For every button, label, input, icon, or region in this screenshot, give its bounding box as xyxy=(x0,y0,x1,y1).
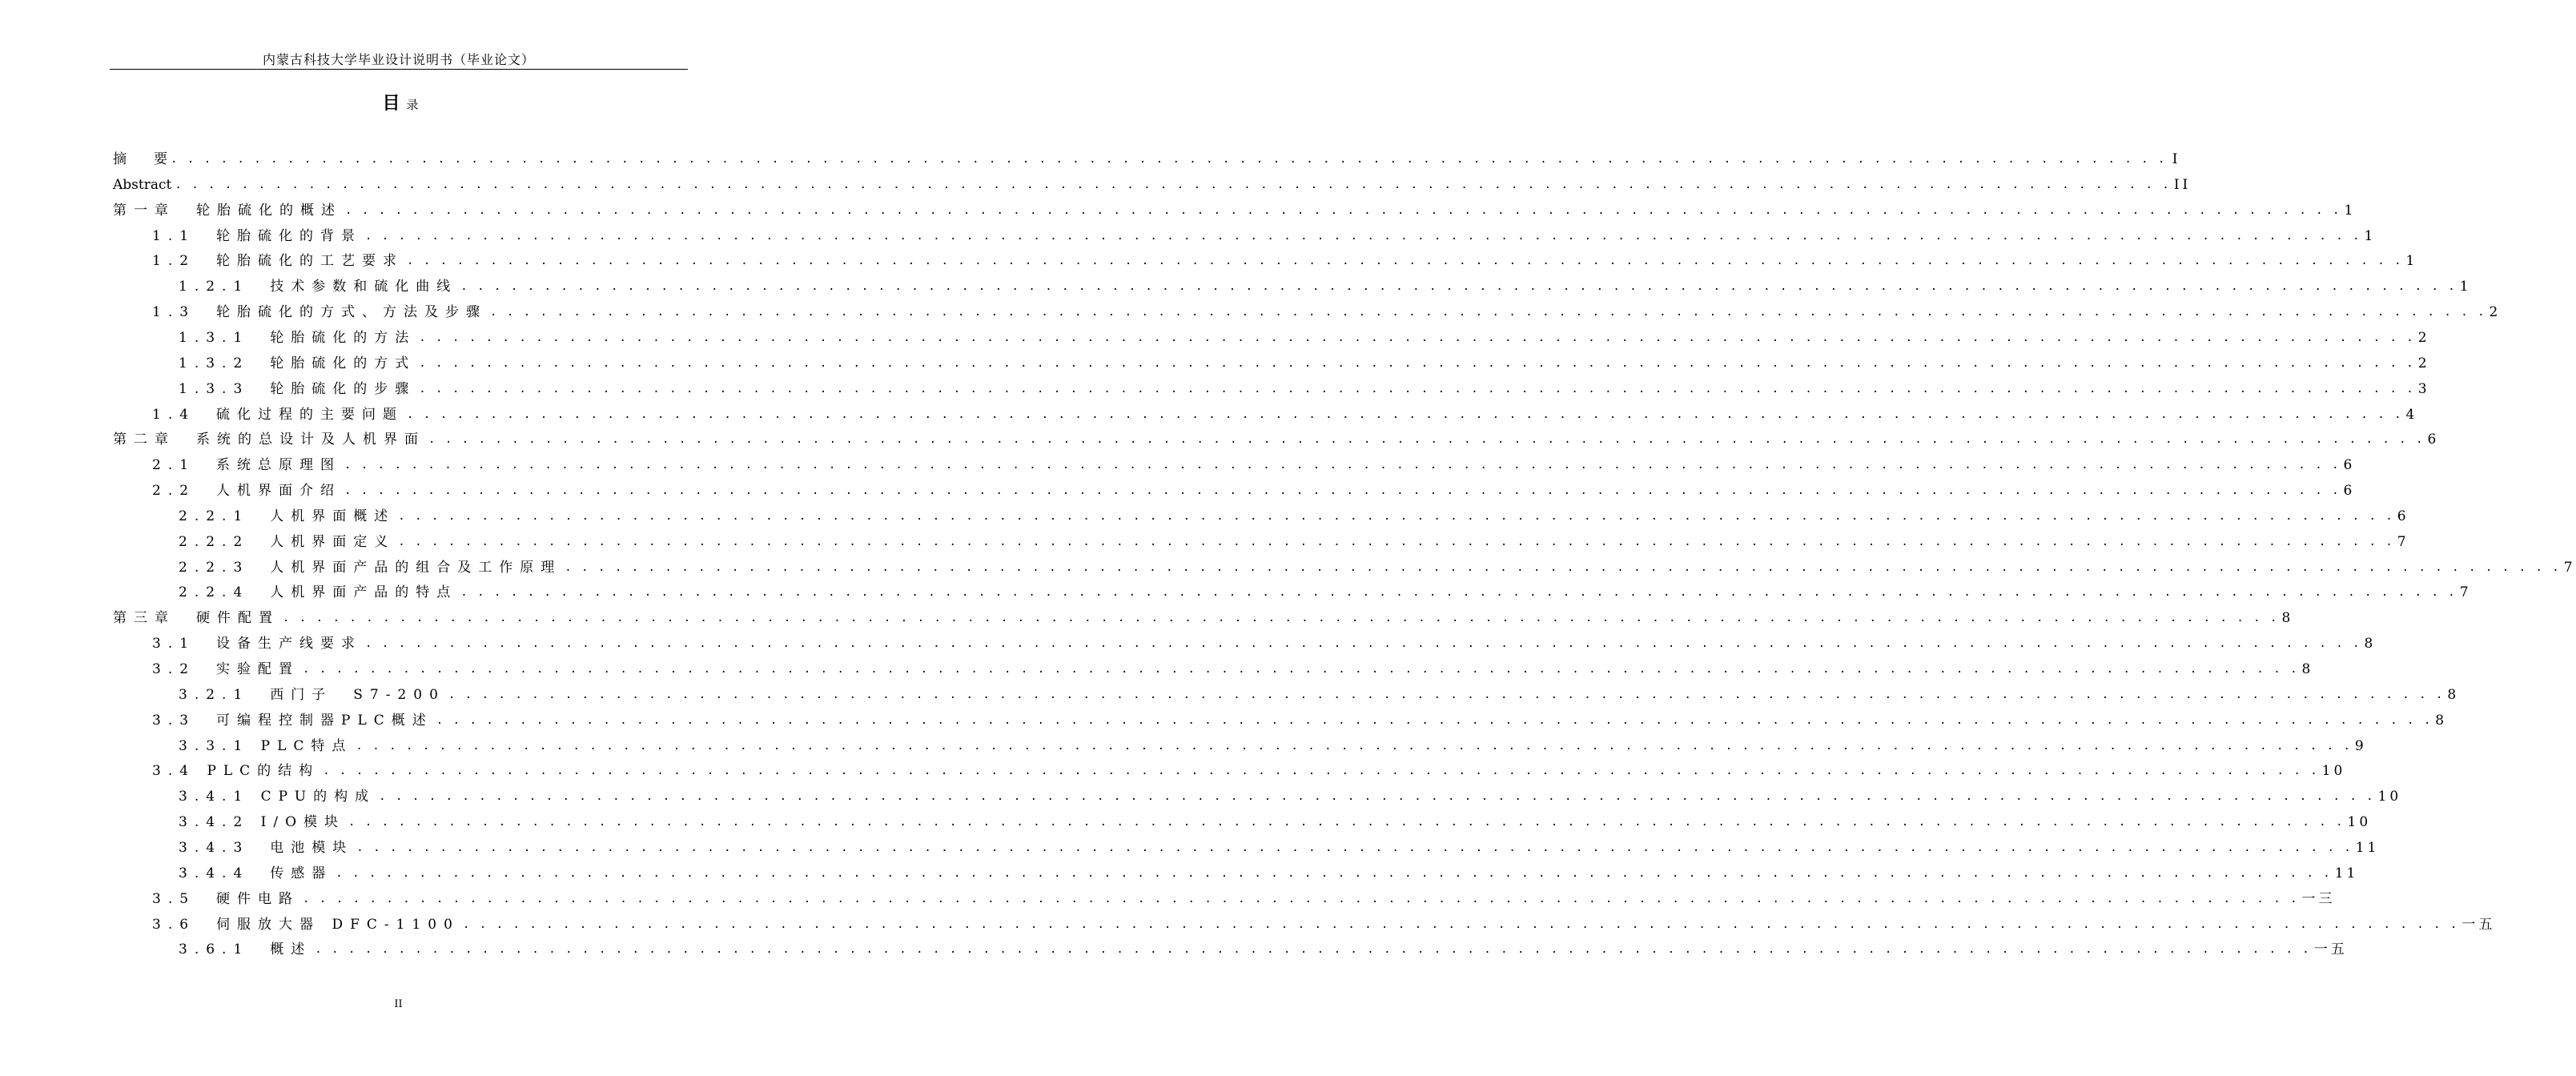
toc-entry-label: 3.4.4 传感器 xyxy=(179,865,333,881)
toc-entry-leader-dots: . . . . . . . . . . . . . . . . . . . . . . . . . . . . . . . . . . . . . . . . . . . . . . . . . . . . . . . . . . . . . . . . . . . . . . . . . . . . . . . . . . . . . . . . . . . . . . . . . . . . . . . . . . . . . . . . . . . . . . . . xyxy=(460,280,2457,294)
toc-entry-label: 2.2.2 人机界面定义 xyxy=(179,533,396,550)
toc-entry-leader-dots: . . . . . . . . . . . . . . . . . . . . . . . . . . . . . . . . . . . . . . . . . . . . . . . . . . . . . . . . . . . . . . . . . . . . . . . . . . . . . . . . . . . . . . . . . . . . . . . . . . . . . . . . . . . . . . . . . . . . . . . . xyxy=(303,892,2299,905)
toc-entry[interactable] xyxy=(152,299,2502,325)
toc-entry-page: 8 xyxy=(2364,636,2377,652)
toc-entry-label: 1.2.1 技术参数和硫化曲线 xyxy=(179,279,458,295)
toc-entry-label: 1.4 硫化过程的主要问题 xyxy=(152,406,404,423)
toc-entry[interactable] xyxy=(179,274,2472,299)
toc-entry-leader-dots: . . . . . . . . . . . . . . . . . . . . . . . . . . . . . . . . . . . . . . . . . . . . . . . . . . . . . . . . . . . . . . . . . . . . . . . . . . . . . . . . . . . . . . . . . . . . . . . . . . . . . . . . . . . . . . . . . . . . . . . . xyxy=(171,153,2167,166)
toc-entry[interactable] xyxy=(179,682,2460,708)
toc-entry[interactable] xyxy=(152,656,2314,682)
toc-entry-leader-dots: . . . . . . . . . . . . . . . . . . . . . . . . . . . . . . . . . . . . . . . . . . . . . . . . . . . . . . . . . . . . . . . . . . . . . . . . . . . . . . . . . . . . . . . . . . . . . . . . . . . . . . . . . . . . . . . . . . . . . . . . xyxy=(344,484,2341,498)
toc-entry-page: 6 xyxy=(2427,432,2440,448)
toc-entry[interactable] xyxy=(113,172,2192,198)
toc-entry[interactable] xyxy=(179,733,2367,759)
toc-entry-page: 6 xyxy=(2397,508,2409,524)
toc-entry-page: 11 xyxy=(2334,865,2359,881)
toc-entry-label: 3.2 实验配置 xyxy=(152,661,300,677)
toc-entry-page: I xyxy=(2172,151,2181,167)
toc-entry-label: 3.2.1 西门子 S7-200 xyxy=(179,686,445,703)
toc-entry-page: 10 xyxy=(2377,789,2402,805)
toc-entry[interactable] xyxy=(179,580,2472,605)
toc-entry[interactable] xyxy=(179,809,2372,835)
toc-entry-page: 一五 xyxy=(2313,942,2348,958)
toc-entry-label: 摘 要 xyxy=(113,151,167,167)
toc-entry-page: 1 xyxy=(2459,279,2472,295)
toc-entry-label: 2.1 系统总原理图 xyxy=(152,457,342,474)
toc-entry-page: 一三 xyxy=(2301,890,2336,907)
toc-entry-label: 2.2.1 人机界面概述 xyxy=(179,508,396,524)
toc-entry-leader-dots: . . . . . . . . . . . . . . . . . . . . . . . . . . . . . . . . . . . . . . . . . . . . . . . . . . . . . . . . . . . . . . . . . . . . . . . . . . . . . . . . . . . . . . . . . . . . . . . . . . . . . . . . . . . . . . . . . . . . . . . . xyxy=(419,382,2415,395)
toc-entry-leader-dots: . . . . . . . . . . . . . . . . . . . . . . . . . . . . . . . . . . . . . . . . . . . . . . . . . . . . . . . . . . . . . . . . . . . . . . . . . . . . . . . . . . . . . . . . . . . . . . . . . . . . . . . . . . . . . . . . . . . . . . . . xyxy=(379,790,2375,804)
toc-entry-page: II xyxy=(2173,176,2192,193)
toc-entry[interactable] xyxy=(179,325,2430,351)
toc-entry-page: 4 xyxy=(2405,406,2418,423)
toc-entry-leader-dots: . . . . . . . . . . . . . . . . . . . . . . . . . . . . . . . . . . . . . . . . . . . . . . . . . . . . . . . . . . . . . . . . . . . . . . . . . . . . . . . . . . . . . . . . . . . . . . . . . . . . . . . . . . . . . . . . . . . . . . . . xyxy=(348,816,2345,829)
toc-entry-label: 3.1 设备生产线要求 xyxy=(152,636,363,652)
toc-entry-leader-dots: . . . . . . . . . . . . . . . . . . . . . . . . . . . . . . . . . . . . . . . . . . . . . . . . . . . . . . . . . . . . . . . . . . . . . . . . . . . . . . . . . . . . . . . . . . . . . . . . . . . . . . . . . . . . . . . . . . . . . . . . xyxy=(344,459,2341,472)
toc-entry[interactable] xyxy=(152,631,2377,656)
toc-entry-label: 1.1 轮胎硫化的背景 xyxy=(152,227,363,244)
toc-entry-leader-dots: . . . . . . . . . . . . . . . . . . . . . . . . . . . . . . . . . . . . . . . . . . . . . . . . . . . . . . . . . . . . . . . . . . . . . . . . . . . . . . . . . . . . . . . . . . . . . . . . . . . . . . . . . . . . . . . . . . . . . . . . xyxy=(303,663,2299,676)
toc-entry-leader-dots: . . . . . . . . . . . . . . . . . . . . . . . . . . . . . . . . . . . . . . . . . . . . . . . . . . . . . . . . . . . . . . . . . . . . . . . . . . . . . . . . . . . . . . . . . . . . . . . . . . . . . . . . . . . . . . . . . . . . . . . . xyxy=(407,408,2403,421)
toc-entry-label: 1.3.3 轮胎硫化的步骤 xyxy=(179,380,416,397)
toc-entry-label: 1.3 轮胎硫化的方式、方法及步骤 xyxy=(152,304,488,321)
toc-entry-label: 1.2 轮胎硫化的工艺要求 xyxy=(152,253,404,270)
toc-entry[interactable] xyxy=(113,605,2294,631)
toc-entry-leader-dots: . . . . . . . . . . . . . . . . . . . . . . . . . . . . . . . . . . . . . . . . . . . . . . . . . . . . . . . . . . . . . . . . . . . . . . . . . . . . . . . . . . . . . . . . . . . . . . . . . . . . . . . . . . . . . . . . . . . . . . . . xyxy=(345,203,2341,217)
toc-entry-label: 3.4.2 I/O模块 xyxy=(179,814,346,831)
toc-entry-label: 2.2.4 人机界面产品的特点 xyxy=(179,584,458,601)
toc-entry-leader-dots: . . . . . . . . . . . . . . . . . . . . . . . . . . . . . . . . . . . . . . . . . . . . . . . . . . . . . . . . . . . . . . . . . . . . . . . . . . . . . . . . . . . . . . . . . . . . . . . . . . . . . . . . . . . . . . . . . . . . . . . . xyxy=(428,433,2425,447)
toc-entry[interactable] xyxy=(152,708,2448,733)
toc-entry-page: 7 xyxy=(2397,533,2409,550)
toc-entry-page: 11 xyxy=(2355,839,2380,856)
toc-entry-leader-dots: . . . . . . . . . . . . . . . . . . . . . . . . . . . . . . . . . . . . . . . . . . . . . . . . . . . . . . . . . . . . . . . . . . . . . . . . . . . . . . . . . . . . . . . . . . . . . . . . . . . . . . . . . . . . . . . . . . . . . . . . xyxy=(462,917,2459,931)
toc-entry-label: 第一章 轮胎硫化的概述 xyxy=(113,202,342,219)
toc-entry-leader-dots: . . . . . . . . . . . . . . . . . . . . . . . . . . . . . . . . . . . . . . . . . . . . . . . . . . . . . . . . . . . . . . . . . . . . . . . . . . . . . . . . . . . . . . . . . . . . . . . . . . . . . . . . . . . . . . . . . . . . . . . . xyxy=(436,713,2433,727)
toc-entry[interactable] xyxy=(113,427,2440,452)
toc-entry-leader-dots: . . . . . . . . . . . . . . . . . . . . . . . . . . . . . . . . . . . . . . . . . . . . . . . . . . . . . . . . . . . . . . . . . . . . . . . . . . . . . . . . . . . . . . . . . . . . . . . . . . . . . . . . . . . . . . . . . . . . . . . . xyxy=(323,765,2319,778)
toc-entry[interactable] xyxy=(152,402,2418,428)
toc-entry-leader-dots: . . . . . . . . . . . . . . . . . . . . . . . . . . . . . . . . . . . . . . . . . . . . . . . . . . . . . . . . . . . . . . . . . . . . . . . . . . . . . . . . . . . . . . . . . . . . . . . . . . . . . . . . . . . . . . . . . . . . . . . . xyxy=(398,535,2394,548)
toc-entry[interactable] xyxy=(179,937,2348,962)
toc-entry-label: 第三章 硬件配置 xyxy=(113,610,279,627)
toc-entry-page: 8 xyxy=(2281,610,2294,627)
toc-entry-leader-dots: . . . . . . . . . . . . . . . . . . . . . . . . . . . . . . . . . . . . . . . . . . . . . . . . . . . . . . . . . . . . . . . . . . . . . . . . . . . . . . . . . . . . . . . . . . . . . . . . . . . . . . . . . . . . . . . . . . . . . . . . xyxy=(315,943,2311,957)
toc-entry[interactable] xyxy=(152,912,2496,937)
toc-entry-label: 3.6 伺服放大器 DFC-1100 xyxy=(152,916,460,933)
toc-entry-page: 2 xyxy=(2417,329,2430,346)
toc-entry-leader-dots: . . . . . . . . . . . . . . . . . . . . . . . . . . . . . . . . . . . . . . . . . . . . . . . . . . . . . . . . . . . . . . . . . . . . . . . . . . . . . . . . . . . . . . . . . . . . . . . . . . . . . . . . . . . . . . . . . . . . . . . . xyxy=(356,739,2352,753)
toc-entry-page: 2 xyxy=(2489,304,2502,321)
toc-entry[interactable] xyxy=(152,452,2356,478)
toc-entry-label: 2.2 人机界面介绍 xyxy=(152,483,342,500)
toc-entry-leader-dots: . . . . . . . . . . . . . . . . . . . . . . . . . . . . . . . . . . . . . . . . . . . . . . . . . . . . . . . . . . . . . . . . . . . . . . . . . . . . . . . . . . . . . . . . . . . . . . . . . . . . . . . . . . . . . . . . . . . . . . . . xyxy=(490,306,2486,319)
toc-entry-leader-dots: . . . . . . . . . . . . . . . . . . . . . . . . . . . . . . . . . . . . . . . . . . . . . . . . . . . . . . . . . . . . . . . . . . . . . . . . . . . . . . . . . . . . . . . . . . . . . . . . . . . . . . . . . . . . . . . . . . . . . . . . xyxy=(365,637,2361,651)
toc-entry[interactable] xyxy=(179,376,2430,402)
toc-entry-leader-dots: . . . . . . . . . . . . . . . . . . . . . . . . . . . . . . . . . . . . . . . . . . . . . . . . . . . . . . . . . . . . . . . . . . . . . . . . . . . . . . . . . . . . . . . . . . . . . . . . . . . . . . . . . . . . . . . . . . . . . . . . xyxy=(407,255,2403,268)
toc-entry[interactable] xyxy=(113,147,2181,172)
toc-entry-leader-dots: . . . . . . . . . . . . . . . . . . . . . . . . . . . . . . . . . . . . . . . . . . . . . . . . . . . . . . . . . . . . . . . . . . . . . . . . . . . . . . . . . . . . . . . . . . . . . . . . . . . . . . . . . . . . . . . . . . . . . . . . xyxy=(398,509,2394,523)
toc-entry-page: 7 xyxy=(2563,559,2576,576)
toc-entry-label: 3.4.1 CPU的构成 xyxy=(179,789,376,805)
toc-entry-page: 10 xyxy=(2347,814,2372,831)
toc-entry[interactable] xyxy=(179,504,2409,529)
toc-entry-page: 6 xyxy=(2343,457,2356,474)
toc-entry-page: 7 xyxy=(2459,584,2472,601)
toc-entry-page: 8 xyxy=(2301,661,2314,677)
toc-entry-page: 一五 xyxy=(2461,916,2496,933)
toc-entry-label: 3.4 PLC的结构 xyxy=(152,763,320,780)
toc-entry[interactable] xyxy=(179,861,2359,886)
toc-entry[interactable] xyxy=(152,886,2336,912)
toc-entry-label: 3.4.3 电池模块 xyxy=(179,839,354,856)
toc-title-main: 目 xyxy=(382,94,400,114)
page-number: II xyxy=(394,998,403,1010)
toc-entry-leader-dots: . . . . . . . . . . . . . . . . . . . . . . . . . . . . . . . . . . . . . . . . . . . . . . . . . . . . . . . . . . . . . . . . . . . . . . . . . . . . . . . . . . . . . . . . . . . . . . . . . . . . . . . . . . . . . . . . . . . . . . . . xyxy=(365,229,2361,243)
toc-entry-leader-dots: . . . . . . . . . . . . . . . . . . . . . . . . . . . . . . . . . . . . . . . . . . . . . . . . . . . . . . . . . . . . . . . . . . . . . . . . . . . . . . . . . . . . . . . . . . . . . . . . . . . . . . . . . . . . . . . . . . . . . . . . xyxy=(283,612,2279,625)
toc-entry[interactable] xyxy=(179,351,2430,376)
toc-entry-page: 1 xyxy=(2405,253,2418,270)
toc-entry-page: 1 xyxy=(2364,227,2377,244)
toc-entry-page: 1 xyxy=(2344,202,2357,219)
toc-entry-label: 1.3.1 轮胎硫化的方法 xyxy=(179,329,416,346)
toc-entry[interactable] xyxy=(179,784,2402,809)
header-rule xyxy=(110,69,688,70)
toc-entry[interactable] xyxy=(152,223,2377,249)
toc-entry-page: 8 xyxy=(2435,712,2448,729)
toc-entry-label: 1.3.2 轮胎硫化的方式 xyxy=(179,355,416,371)
toc-entry-page: 8 xyxy=(2447,686,2460,703)
toc-entry-leader-dots: . . . . . . . . . . . . . . . . . . . . . . . . . . . . . . . . . . . . . . . . . . . . . . . . . . . . . . . . . . . . . . . . . . . . . . . . . . . . . . . . . . . . . . . . . . . . . . . . . . . . . . . . . . . . . . . . . . . . . . . . xyxy=(175,178,2171,191)
toc-entry-leader-dots: . . . . . . . . . . . . . . . . . . . . . . . . . . . . . . . . . . . . . . . . . . . . . . . . . . . . . . . . . . . . . . . . . . . . . . . . . . . . . . . . . . . . . . . . . . . . . . . . . . . . . . . . . . . . . . . . . . . . . . . . xyxy=(448,688,2445,701)
toc-title-sub: 录 xyxy=(406,98,419,112)
toc-entry-label: 3.6.1 概述 xyxy=(179,942,312,958)
toc-entry[interactable] xyxy=(179,835,2380,861)
toc-entry[interactable] xyxy=(179,555,2576,580)
toc-entry-leader-dots: . . . . . . . . . . . . . . . . . . . . . . . . . . . . . . . . . . . . . . . . . . . . . . . . . . . . . . . . . . . . . . . . . . . . . . . . . . . . . . . . . . . . . . . . . . . . . . . . . . . . . . . . . . . . . . . . . . . . . . . . xyxy=(356,841,2353,854)
toc-entry-label: 3.3.1 PLC特点 xyxy=(179,737,353,754)
toc-entry-leader-dots: . . . . . . . . . . . . . . . . . . . . . . . . . . . . . . . . . . . . . . . . . . . . . . . . . . . . . . . . . . . . . . . . . . . . . . . . . . . . . . . . . . . . . . . . . . . . . . . . . . . . . . . . . . . . . . . . . . . . . . . . xyxy=(460,586,2457,600)
toc-entry-label: 3.3 可编程控制器PLC概述 xyxy=(152,712,433,729)
toc-entry-page: 6 xyxy=(2343,483,2356,500)
toc-entry-leader-dots: . . . . . . . . . . . . . . . . . . . . . . . . . . . . . . . . . . . . . . . . . . . . . . . . . . . . . . . . . . . . . . . . . . . . . . . . . . . . . . . . . . . . . . . . . . . . . . . . . . . . . . . . . . . . . . . . . . . . . . . . xyxy=(419,331,2415,344)
toc-entry[interactable] xyxy=(113,198,2357,223)
toc-entry-page: 3 xyxy=(2417,380,2430,397)
toc-entry-page: 9 xyxy=(2354,737,2367,754)
toc-entry-label: 第二章 系统的总设计及人机界面 xyxy=(113,432,425,448)
toc-entry-label: 3.5 硬件电路 xyxy=(152,890,300,907)
toc-entry[interactable] xyxy=(179,529,2409,555)
toc-entry-page: 2 xyxy=(2417,355,2430,371)
toc-title xyxy=(0,90,801,114)
toc-entry-leader-dots: . . . . . . . . . . . . . . . . . . . . . . . . . . . . . . . . . . . . . . . . . . . . . . . . . . . . . . . . . . . . . . . . . . . . . . . . . . . . . . . . . . . . . . . . . . . . . . . . . . . . . . . . . . . . . . . . . . . . . . . . xyxy=(419,356,2415,370)
toc-entry-label: Abstract xyxy=(113,176,172,193)
running-header: 内蒙古科技大学毕业设计说明书（毕业论文） xyxy=(262,52,535,67)
toc-entry[interactable] xyxy=(152,758,2346,784)
toc-entry-label: 2.2.3 人机界面产品的组合及工作原理 xyxy=(179,559,562,576)
toc-entry-leader-dots: . . . . . . . . . . . . . . . . . . . . . . . . . . . . . . . . . . . . . . . . . . . . . . . . . . . . . . . . . . . . . . . . . . . . . . . . . . . . . . . . . . . . . . . . . . . . . . . . . . . . . . . . . . . . . . . . . . . . . . . . xyxy=(565,560,2561,574)
toc-entry-leader-dots: . . . . . . . . . . . . . . . . . . . . . . . . . . . . . . . . . . . . . . . . . . . . . . . . . . . . . . . . . . . . . . . . . . . . . . . . . . . . . . . . . . . . . . . . . . . . . . . . . . . . . . . . . . . . . . . . . . . . . . . . xyxy=(336,866,2332,880)
toc-entry[interactable] xyxy=(152,478,2356,504)
toc-entry[interactable] xyxy=(152,248,2418,274)
toc-entry-page: 10 xyxy=(2321,763,2346,780)
